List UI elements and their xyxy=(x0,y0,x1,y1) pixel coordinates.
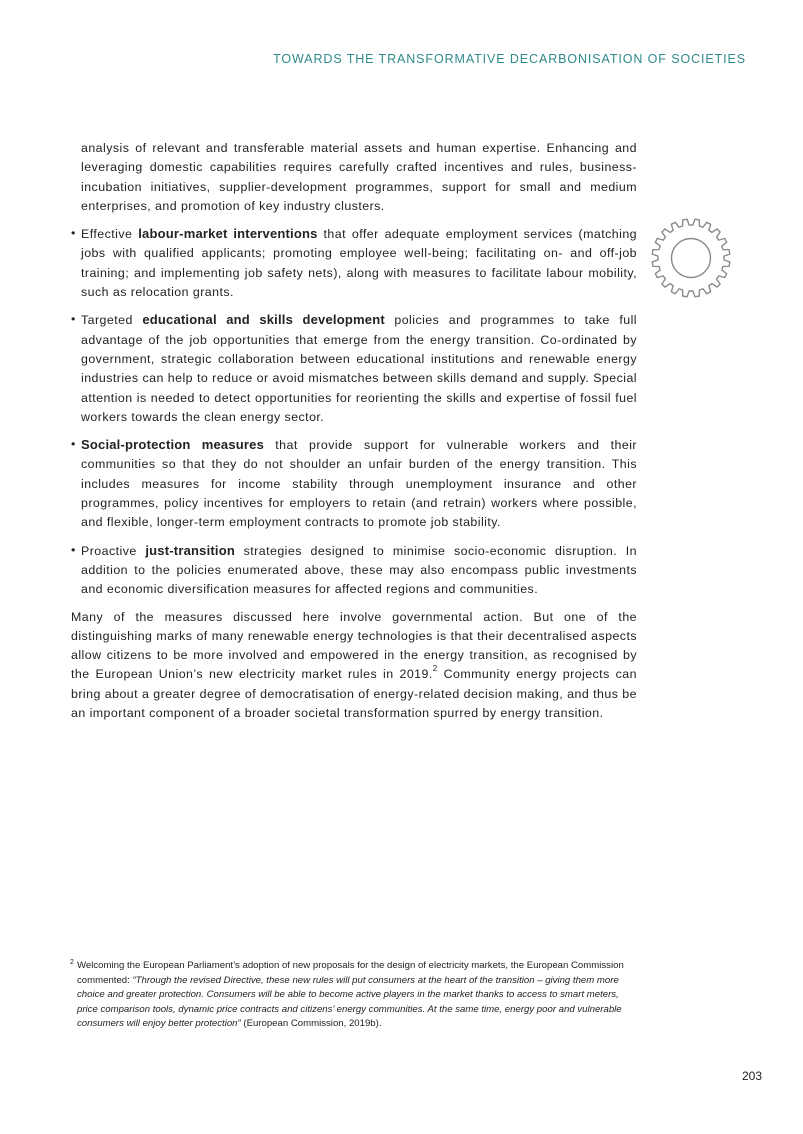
bullet-lead: Effective xyxy=(81,227,139,242)
footnote-reference[interactable]: 2 xyxy=(432,664,438,674)
body-paragraph xyxy=(71,608,637,724)
bullet-rest: strategies designed to minimise socio-economic disruption. In addition to the policies enumerated above, these may also encompass public investments and economic diversification measures for affected regions and communities. xyxy=(81,543,638,597)
bullet-rest: that provide support for vulnerable workers and their communities so that they do not shoulder an unfair burden of the energy transition. This includes measures for income stability through unemployment insurance and other programmes, policy incentives for employers to retain (and retrain) workers where possible, and flexible, longer-term employment contracts to promote job stability. xyxy=(81,438,637,530)
gear-icon xyxy=(650,217,732,299)
footnote-citation: (European Commission, 2019b). xyxy=(240,1018,382,1029)
gear-inner-circle xyxy=(672,239,711,278)
footnote xyxy=(70,959,640,1032)
bullet-marker: • xyxy=(71,226,76,241)
paragraph-part-2: Community energy projects can bring about a greater degree of democratisation of energy-related decision making, and thus be an important component of a broader societal transformation spurred by energy transition. xyxy=(71,667,637,721)
bullet-highlight: educational and skills development xyxy=(142,312,385,328)
bullet-item xyxy=(71,310,637,427)
main-content xyxy=(71,139,637,723)
running-title: TOWARDS THE TRANSFORMATIVE DECARBONISATION OF SOCIETIES xyxy=(273,52,746,66)
bullet-highlight: Social-protection measures xyxy=(81,437,265,453)
bullet-item xyxy=(71,435,637,532)
bullet-rest: that offer adequate employment services (matching jobs with qualified applicants; promoting employee well-being; facilitating on- and off-job training; and implementing job safety nets), along with measures to facilitate labour mobility, such as relocation grants. xyxy=(81,227,638,300)
bullet-highlight: labour-market interventions xyxy=(138,226,318,242)
bullet-marker: • xyxy=(71,312,76,327)
footnote-body xyxy=(70,959,640,1032)
bullet-text xyxy=(81,541,637,600)
page-number: 203 xyxy=(741,1069,762,1083)
bullet-item xyxy=(71,541,637,600)
bullet-lead: Proactive xyxy=(81,543,146,558)
bullet-marker: • xyxy=(71,542,76,557)
bullet-lead: Targeted xyxy=(81,313,143,328)
footnote-quote: “Through the revised Directive, these new rules will put consumers at the heart of the transition – giving them more choice and greater protection. Consumers will be able to become active players in the market thanks to access to smart meters, price comparison tools, dynamic price contracts and citizens’ energy communities. At the same time, energy poor and vulnerable consumers will enjoy better protection” xyxy=(77,974,622,1029)
paragraph-part-1: Many of the measures discussed here involve governmental action. But one of the distinguishing marks of many renewable energy technologies is that their decentralised aspects allow citizens to be more involved and empowered in the energy transition, as recognised by the European Union’s new electricity market rules in 2019. xyxy=(71,609,637,682)
bullet-rest: policies and programmes to take full advantage of the job opportunities that emerge from the energy transition. Co-ordinated by government, strategic collaboration between educational institutions and renewable energy industries can help to reduce or avoid mismatches between skills demand and supply. Special attention is needed to detect opportunities for reorienting the skills and expertise of fossil fuel workers towards the clean energy sector. xyxy=(81,313,637,424)
gear-teeth xyxy=(652,219,730,297)
bullet-highlight: just-transition xyxy=(145,542,236,558)
footnote-number: 2 xyxy=(70,959,74,966)
bullet-marker: • xyxy=(71,437,76,452)
bullet-item xyxy=(71,224,637,302)
bullet-text xyxy=(81,224,637,302)
footnote-lead: Welcoming the European Parliament’s adoption of new proposals for the design of electricity markets, the European Commission commented: xyxy=(77,960,624,986)
bullet-text xyxy=(81,310,637,427)
continued-paragraph: analysis of relevant and transferable material assets and human expertise. Enhancing and leveraging domestic capabilities requires carefully crafted incentives and rules, business-incubation initiatives, supplier-development programmes, support for small and medium enterprises, and promotion of key industry clusters. xyxy=(81,141,637,213)
gear-outline xyxy=(652,219,730,297)
bullet-text xyxy=(81,435,637,532)
